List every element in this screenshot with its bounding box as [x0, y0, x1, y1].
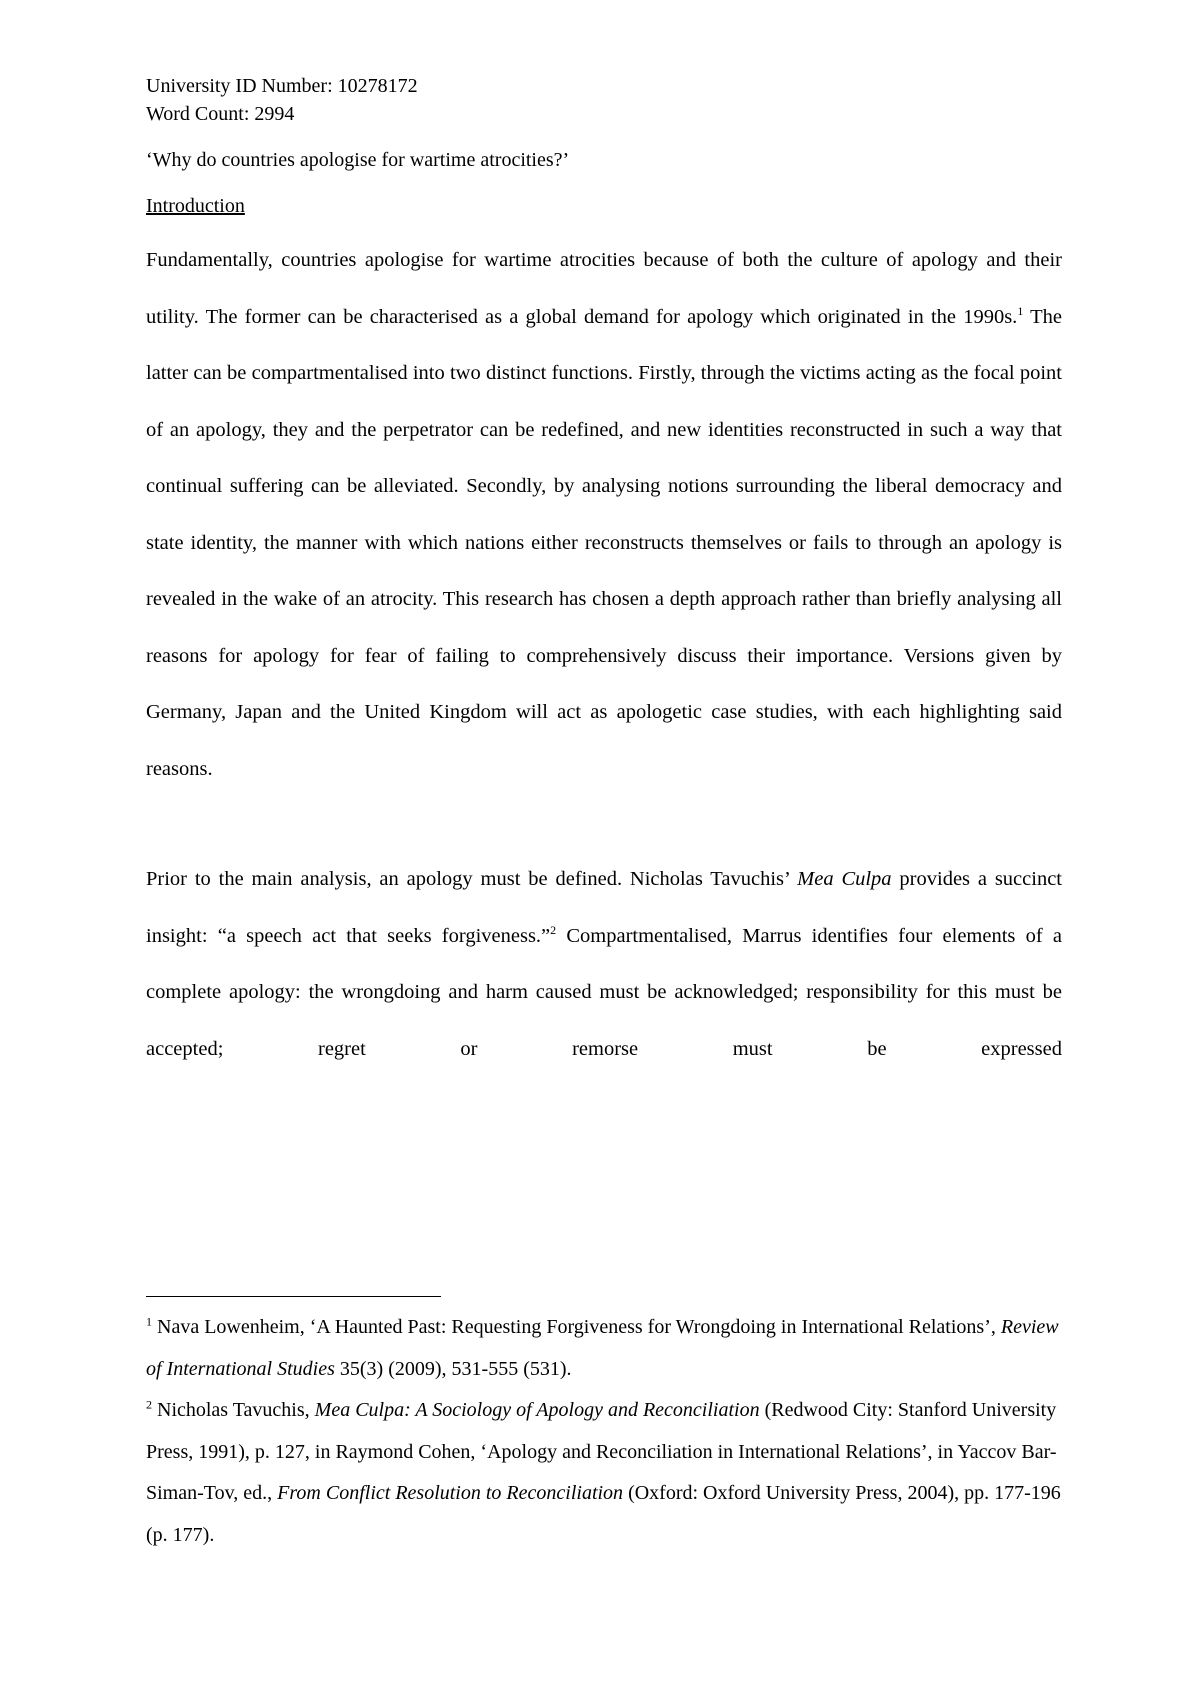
footnote-number-2: 2 [146, 1397, 152, 1412]
footnote-number-1: 1 [146, 1314, 152, 1329]
mea-culpa-title: Mea Culpa [797, 868, 892, 890]
intro-paragraph-text-a: Fundamentally, countries apologise for wartime atrocities because of both the culture of apology and their utility. The former can be characterised as a global demand for apology which originated in the 1990s. [146, 249, 1062, 328]
definition-paragraph-text-b: provides a succinct insight: “a speech act that seeks forgiveness.” [146, 868, 1062, 947]
footnote-ref-2: 2 [550, 922, 557, 937]
word-count-line: Word Count: 2994 [146, 103, 295, 125]
essay-title: ‘Why do countries apologise for wartime atrocities?’ [146, 149, 570, 171]
footnote-2-text-b: (Redwood City: Stanford University Press, 1991), p. 127, in Raymond Cohen, ‘Apology and Reconciliation in International Relations’, in Yaccov Bar-Siman-Tov, ed., [146, 1399, 1057, 1504]
intro-paragraph-text-b: The latter can be compartmentalised into two distinct functions. Firstly, through the victims acting as the focal point of an apology, they and the perpetrator can be redefined, and new identities reconstructed in such a way that continual suffering can be alleviated. Secondly, by analysing notions surrounding the liberal democracy and state identity, the manner with which nations either reconstructs themselves or fails to through an apology is revealed in the wake of an atrocity. This research has chosen a depth approach rather than briefly analysing all reasons for apology for fear of failing to comprehensively discuss their importance. Versions given by Germany, Japan and the United Kingdom will act as apologetic case studies, with each highlighting said reasons. [146, 305, 1062, 780]
footnote-2-text-a: Nicholas Tavuchis, [152, 1399, 315, 1421]
footnote-2-text-c: (Oxford: Oxford University Press, 2004), pp. 177-196 (p. 177). [146, 1482, 1061, 1546]
footnotes-section [146, 1296, 1062, 1556]
footnote-1-text-a: Nava Lowenheim, ‘A Haunted Past: Requesting Forgiveness for Wrongdoing in International Relations’, [152, 1316, 1001, 1338]
footnote-ref-1: 1 [1017, 303, 1024, 318]
document-page [146, 72, 1062, 1077]
definition-paragraph [146, 851, 1062, 1077]
university-id-line: University ID Number: 10278172 [146, 75, 418, 97]
footnote-2 [146, 1390, 1062, 1556]
definition-paragraph-text-c: Compartmentalised, Marrus identifies four elements of a complete apology: the wrongdoing and harm caused must be acknowledged; responsibility for this must be accepted; regret or remorse must be expressed [146, 924, 1062, 1060]
footnote-1-text-b: 35(3) (2009), 531-555 (531). [334, 1357, 572, 1380]
footnote-2-edited-title: From Conflict Resolution to Reconciliation [277, 1482, 624, 1504]
intro-paragraph [146, 232, 1062, 797]
footnote-separator [146, 1296, 441, 1297]
definition-paragraph-text-a: Prior to the main analysis, an apology must be defined. Nicholas Tavuchis’ [146, 868, 798, 890]
section-heading-introduction: Introduction [146, 195, 245, 217]
footnote-1 [146, 1307, 1062, 1390]
footnote-1-journal: Review of International Studies [146, 1316, 1059, 1380]
footnote-2-book-title: Mea Culpa: A Sociology of Apology and Reconciliation [314, 1399, 760, 1421]
